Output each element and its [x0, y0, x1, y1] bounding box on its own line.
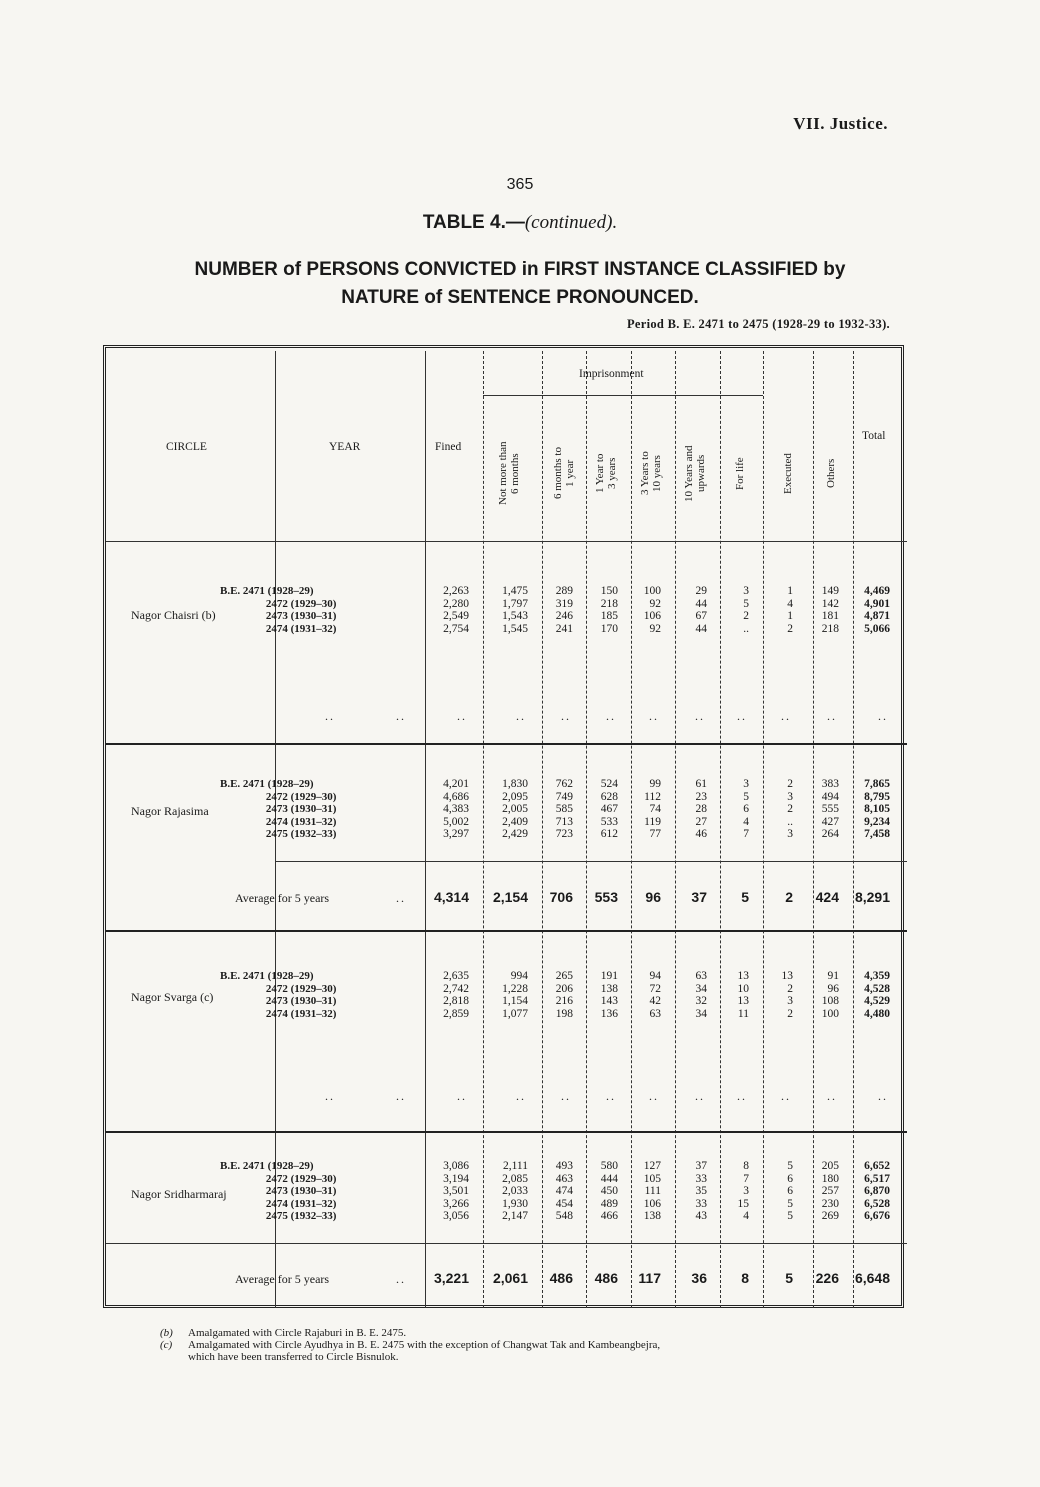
cell-imp-3y10y: 63: [649, 1007, 661, 1020]
cell-imp-3y10y: 72: [649, 982, 661, 995]
cell-others: 264: [821, 828, 839, 840]
cell-imp-6m1y: 265: [555, 970, 573, 982]
circle-name: Nagor Svarga (c): [131, 990, 214, 1004]
cell-others: 269: [821, 1210, 839, 1222]
cell-others: 142: [821, 597, 839, 610]
cell-executed: 5: [787, 1210, 793, 1222]
column-divider: [813, 351, 814, 1308]
cell-fined: 2,280: [443, 597, 469, 610]
cell-imp-6m1y: 463: [555, 1172, 573, 1185]
footnote-mark: (b): [160, 1327, 173, 1339]
cell-total: 5,066: [864, 622, 890, 635]
cell-imp-6m1y: 749: [555, 790, 573, 803]
column-divider: [425, 351, 426, 1308]
placeholder-imp-6m1y: ..: [561, 1089, 571, 1103]
cell-imp-1y3y: 150: [600, 585, 618, 597]
cell-fined: 3,056: [443, 1210, 469, 1222]
cell-total: 6,652: [864, 1160, 890, 1172]
cell-others: 230: [821, 1197, 839, 1210]
cell-imp-lt6m: 2,033: [502, 1185, 528, 1197]
cell-others: 205: [821, 1160, 839, 1172]
placeholder-imp-1y3y: ..: [606, 709, 616, 723]
year-cell: 2475 (1932–33): [265, 1210, 337, 1222]
cell-others: 180: [821, 1172, 839, 1185]
cell-for-life: 10: [737, 982, 749, 995]
section-heading: VII. Justice.: [793, 114, 888, 133]
year-cell: 2473 (1930–31): [265, 803, 337, 815]
cell-fined: 2,742: [443, 982, 469, 995]
cell-imp-lt6m: 1,830: [502, 778, 528, 790]
year-cell: 2472 (1929–30): [265, 597, 337, 610]
column-header-others: Others: [825, 458, 837, 489]
cell-executed: 3: [787, 828, 793, 840]
cell-imp-1y3y: 444: [600, 1172, 618, 1185]
cell-imp-3y10y: 119: [644, 815, 661, 828]
cell-total: 4,359: [864, 970, 890, 982]
cell-imp-1y3y: 580: [600, 1160, 618, 1172]
year-cell: B.E. 2471 (1928–29): [220, 970, 314, 982]
cell-imp-10up: 32: [695, 995, 707, 1007]
cell-executed: 1: [787, 585, 793, 597]
cell-imp-10up: 33: [695, 1197, 707, 1210]
cell-others: 494: [821, 790, 839, 803]
average-imp-6m1y: 486: [549, 1270, 573, 1286]
cell-imp-3y10y: 99: [649, 778, 661, 790]
cell-total: 7,865: [864, 778, 890, 790]
cell-imp-6m1y: 454: [555, 1197, 573, 1210]
cell-for-life: ..: [743, 622, 749, 635]
average-for-life: 8: [741, 1270, 749, 1286]
cell-total: 4,480: [864, 1007, 890, 1020]
cell-imp-1y3y: 136: [600, 1007, 618, 1020]
cell-others: 427: [821, 815, 839, 828]
cell-imp-3y10y: 111: [644, 1185, 661, 1197]
cell-imp-lt6m: 1,475: [502, 585, 528, 597]
cell-total: 4,871: [864, 610, 890, 622]
cell-imp-6m1y: 762: [555, 778, 573, 790]
average-imp-6m1y: 706: [549, 889, 573, 905]
column-header-imp-lt6m: Not more than 6 months: [497, 441, 521, 506]
cell-for-life: 4: [743, 815, 749, 828]
average-fined: 4,314: [433, 889, 469, 905]
cell-imp-3y10y: 100: [643, 585, 661, 597]
year-cell: 2474 (1931–32): [265, 815, 337, 828]
column-header-fined: Fined: [435, 441, 462, 453]
cell-executed: 13: [781, 970, 793, 982]
placeholder-imp-1y3y: ..: [606, 1089, 616, 1103]
column-header-for-life: For life: [734, 457, 746, 490]
cell-executed: 2: [787, 803, 793, 815]
cell-fined: 4,383: [443, 803, 469, 815]
cell-executed: 3: [787, 790, 793, 803]
cell-for-life: 6: [743, 803, 749, 815]
average-executed: 2: [785, 889, 793, 905]
column-divider: [720, 351, 721, 1308]
cell-executed: 2: [787, 1007, 793, 1020]
column-divider: [763, 351, 764, 1308]
column-divider: [586, 351, 587, 1308]
average-total: 6,648: [854, 1270, 890, 1286]
average-total: 8,291: [854, 889, 890, 905]
cell-imp-1y3y: 533: [600, 815, 618, 828]
cell-imp-6m1y: 241: [555, 622, 573, 635]
row-divider: [106, 541, 907, 542]
year-cell: 2475 (1932–33): [265, 828, 337, 840]
cell-imp-1y3y: 450: [600, 1185, 618, 1197]
cell-others: 218: [821, 622, 839, 635]
cell-imp-lt6m: 2,147: [502, 1210, 528, 1222]
column-divider: [542, 351, 543, 1308]
cell-imp-6m1y: 723: [555, 828, 573, 840]
cell-executed: 5: [787, 1160, 793, 1172]
cell-fined: 4,201: [443, 778, 469, 790]
cell-imp-3y10y: 74: [649, 803, 661, 815]
year-cell: 2474 (1931–32): [265, 622, 337, 635]
column-divider: [675, 351, 676, 1308]
average-imp-1y3y: 553: [594, 889, 618, 905]
cell-fined: 3,194: [443, 1172, 469, 1185]
cell-imp-6m1y: 198: [555, 1007, 573, 1020]
cell-total: 8,795: [864, 790, 890, 803]
cell-imp-10up: 33: [695, 1172, 707, 1185]
cell-for-life: 13: [737, 995, 749, 1007]
cell-total: 4,901: [864, 597, 890, 610]
column-header-total: Total: [862, 430, 886, 442]
cell-imp-6m1y: 713: [555, 815, 573, 828]
cell-for-life: 4: [743, 1210, 749, 1222]
row-divider: [106, 930, 907, 932]
cell-imp-10up: 43: [695, 1210, 707, 1222]
leader-dots: ..: [396, 1272, 406, 1286]
row-divider: [106, 743, 907, 745]
cell-for-life: 13: [737, 970, 749, 982]
footnote-text: Amalgamated with Circle Rajaburi in B. E. 2475.: [188, 1327, 407, 1339]
row-divider: [106, 1131, 907, 1133]
year-cell: B.E. 2471 (1928–29): [220, 1160, 314, 1172]
cell-imp-10up: 61: [695, 778, 707, 790]
cell-fined: 3,086: [443, 1160, 469, 1172]
placeholder-fined: ..: [457, 709, 467, 723]
cell-imp-1y3y: 612: [600, 828, 618, 840]
cell-imp-lt6m: 2,095: [502, 790, 528, 803]
column-header-imp-1y3y: 1 Year to 3 years: [594, 453, 618, 494]
cell-imp-3y10y: 94: [649, 970, 661, 982]
cell-for-life: 5: [743, 790, 749, 803]
cell-executed: 2: [787, 982, 793, 995]
cell-imp-3y10y: 92: [649, 622, 661, 635]
cell-executed: 2: [787, 622, 793, 635]
cell-others: 100: [821, 1007, 839, 1020]
average-imp-1y3y: 486: [594, 1270, 618, 1286]
cell-imp-3y10y: 112: [644, 790, 661, 803]
cell-total: 7,458: [864, 828, 890, 840]
placeholder-imp-3y10y: ..: [649, 1089, 659, 1103]
cell-imp-1y3y: 466: [600, 1210, 618, 1222]
placeholder-total: ..: [878, 1089, 888, 1103]
cell-imp-6m1y: 474: [555, 1185, 573, 1197]
cell-imp-lt6m: 994: [510, 970, 528, 982]
statistics-table: [103, 345, 904, 1308]
cell-fined: 5,002: [443, 815, 469, 828]
table-continued: (continued).: [524, 212, 618, 233]
cell-imp-6m1y: 289: [555, 585, 573, 597]
year-cell: 2474 (1931–32): [265, 1007, 337, 1020]
cell-imp-lt6m: 2,429: [502, 828, 528, 840]
cell-imp-1y3y: 467: [600, 803, 618, 815]
cell-fined: 3,297: [443, 828, 469, 840]
circle-name: Nagor Chaisri (b): [131, 608, 216, 622]
average-for-life: 5: [741, 889, 749, 905]
cell-imp-1y3y: 218: [600, 597, 618, 610]
cell-imp-lt6m: 2,409: [502, 815, 528, 828]
cell-others: 181: [821, 610, 839, 622]
cell-for-life: 2: [743, 610, 749, 622]
year-cell: B.E. 2471 (1928–29): [220, 585, 314, 597]
cell-others: 96: [827, 982, 839, 995]
cell-imp-1y3y: 524: [600, 778, 618, 790]
placeholder-imp-10up: ..: [695, 1089, 705, 1103]
cell-fined: 2,859: [443, 1007, 469, 1020]
placeholder-executed: ..: [781, 709, 791, 723]
footnote-mark: (c): [160, 1339, 173, 1351]
average-imp-10up: 37: [691, 889, 707, 905]
cell-total: 6,517: [864, 1172, 890, 1185]
row-divider: [275, 861, 907, 862]
average-executed: 5: [785, 1270, 793, 1286]
leader-dots: ..: [396, 891, 406, 905]
cell-others: 91: [827, 970, 839, 982]
cell-imp-6m1y: 319: [555, 597, 573, 610]
cell-imp-lt6m: 2,005: [502, 803, 528, 815]
cell-imp-10up: 37: [695, 1160, 707, 1172]
cell-imp-1y3y: 138: [600, 982, 618, 995]
cell-imp-lt6m: 1,797: [502, 597, 528, 610]
placeholder-total: ..: [878, 709, 888, 723]
column-header-imp-3y10y: 3 Years to 10 years: [639, 451, 663, 496]
column-header-imprisonment: Imprisonment: [579, 368, 644, 380]
cell-fined: 3,501: [443, 1185, 469, 1197]
period-caption: Period B. E. 2471 to 2475 (1928-29 to 1932-33).: [626, 317, 890, 331]
placeholder-year: ..: [325, 709, 335, 723]
cell-imp-10up: 44: [695, 622, 707, 635]
table-heading-line-1: NUMBER of PERSONS CONVICTED in FIRST INSTANCE CLASSIFIED by: [194, 259, 846, 280]
cell-imp-10up: 46: [695, 828, 707, 840]
year-cell: 2473 (1930–31): [265, 610, 337, 622]
cell-imp-1y3y: 170: [600, 622, 618, 635]
placeholder-for-life: ..: [737, 709, 747, 723]
cell-imp-1y3y: 191: [600, 970, 618, 982]
cell-fined: 3,266: [443, 1197, 469, 1210]
cell-imp-6m1y: 246: [555, 610, 573, 622]
cell-total: 8,105: [864, 803, 890, 815]
cell-others: 257: [821, 1185, 839, 1197]
placeholder-year: ..: [325, 1089, 335, 1103]
average-imp-3y10y: 96: [645, 889, 661, 905]
cell-imp-lt6m: 2,111: [502, 1160, 528, 1172]
cell-total: 6,870: [864, 1185, 890, 1197]
cell-for-life: 7: [743, 828, 749, 840]
placeholder-others: ..: [827, 709, 837, 723]
cell-fined: 2,754: [443, 622, 469, 635]
column-header-imp-10up: 10 Years and upwards: [683, 445, 707, 502]
cell-imp-6m1y: 493: [555, 1160, 573, 1172]
cell-imp-10up: 23: [695, 790, 707, 803]
year-cell: 2473 (1930–31): [265, 1185, 337, 1197]
year-cell: B.E. 2471 (1928–29): [220, 778, 314, 790]
cell-imp-lt6m: 2,085: [502, 1172, 528, 1185]
cell-executed: 1: [787, 610, 793, 622]
cell-imp-lt6m: 1,077: [502, 1007, 528, 1020]
year-cell: 2472 (1929–30): [265, 982, 337, 995]
cell-total: 6,676: [864, 1210, 890, 1222]
cell-imp-6m1y: 216: [555, 995, 573, 1007]
cell-for-life: 7: [743, 1172, 749, 1185]
placeholder-for-life: ..: [737, 1089, 747, 1103]
cell-imp-3y10y: 106: [643, 610, 661, 622]
table-number: TABLE 4.—: [422, 212, 525, 233]
cell-executed: 2: [787, 778, 793, 790]
year-cell: 2474 (1931–32): [265, 1197, 337, 1210]
cell-imp-10up: 63: [695, 970, 707, 982]
cell-fined: 2,549: [443, 610, 469, 622]
cell-imp-lt6m: 1,543: [502, 610, 528, 622]
cell-total: 4,529: [864, 995, 890, 1007]
average-imp-3y10y: 117: [638, 1270, 661, 1286]
cell-imp-lt6m: 1,154: [502, 995, 528, 1007]
cell-others: 555: [821, 803, 839, 815]
table-heading: [120, 256, 920, 312]
cell-imp-10up: 27: [695, 815, 707, 828]
cell-executed: 3: [787, 995, 793, 1007]
placeholder-imp-10up: ..: [695, 709, 705, 723]
cell-executed: 6: [787, 1172, 793, 1185]
table-label: [0, 212, 1040, 234]
placeholder-imp-lt6m: ..: [516, 709, 526, 723]
circle-name: Nagor Rajasima: [131, 804, 209, 818]
footnote-b: [160, 1327, 660, 1339]
cell-imp-10up: 34: [695, 982, 707, 995]
column-divider: [483, 351, 484, 1308]
cell-imp-3y10y: 92: [649, 597, 661, 610]
cell-executed: ..: [787, 815, 793, 828]
cell-for-life: 5: [743, 597, 749, 610]
placeholder-executed: ..: [781, 1089, 791, 1103]
cell-imp-3y10y: 42: [649, 995, 661, 1007]
placeholder-imp-lt6m: ..: [516, 1089, 526, 1103]
column-header-imp-6m1y: 6 months to 1 year: [552, 447, 576, 500]
footnote-c: [160, 1339, 660, 1351]
placeholder-others: ..: [827, 1089, 837, 1103]
cell-imp-10up: 44: [695, 597, 707, 610]
cell-imp-1y3y: 489: [600, 1197, 618, 1210]
cell-total: 4,469: [864, 585, 890, 597]
year-cell: 2472 (1929–30): [265, 790, 337, 803]
footnote-text: Amalgamated with Circle Ayudhya in B. E. 2475 with the exception of Changwat Tak and Kambeangbejra,: [188, 1339, 661, 1351]
cell-fined: 4,686: [443, 790, 469, 803]
cell-imp-3y10y: 106: [643, 1197, 661, 1210]
cell-for-life: 3: [743, 1185, 749, 1197]
cell-for-life: 15: [737, 1197, 749, 1210]
cell-imp-lt6m: 1,228: [502, 982, 528, 995]
imprisonment-rule: [483, 395, 763, 396]
cell-for-life: 8: [743, 1160, 749, 1172]
placeholder-imp-3y10y: ..: [649, 709, 659, 723]
average-label: Average for 5 years: [235, 891, 330, 905]
average-others: 424: [815, 889, 839, 905]
cell-others: 108: [821, 995, 839, 1007]
cell-executed: 5: [787, 1197, 793, 1210]
footnotes: [160, 1327, 660, 1363]
cell-imp-lt6m: 1,930: [502, 1197, 528, 1210]
average-imp-10up: 36: [691, 1270, 707, 1286]
cell-executed: 6: [787, 1185, 793, 1197]
cell-imp-10up: 28: [695, 803, 707, 815]
column-header-circle: CIRCLE: [166, 441, 207, 453]
placeholder-year: ..: [396, 709, 406, 723]
cell-total: 4,528: [864, 982, 890, 995]
column-divider: [631, 351, 632, 1308]
cell-imp-1y3y: 185: [600, 610, 618, 622]
cell-others: 149: [821, 585, 839, 597]
circle-name: Nagor Sridharmaraj: [131, 1187, 227, 1201]
average-imp-lt6m: 2,154: [492, 889, 528, 905]
cell-imp-1y3y: 143: [600, 995, 618, 1007]
average-others: 226: [815, 1270, 839, 1286]
cell-total: 6,528: [864, 1197, 890, 1210]
cell-others: 383: [821, 778, 839, 790]
table-heading-line-2: NATURE of SENTENCE PRONOUNCED.: [341, 287, 699, 308]
cell-total: 9,234: [864, 815, 890, 828]
cell-imp-10up: 29: [695, 585, 707, 597]
footnote-text: which have been transferred to Circle Bisnulok.: [188, 1351, 399, 1363]
cell-for-life: 11: [737, 1007, 749, 1020]
cell-imp-3y10y: 77: [649, 828, 661, 840]
footnote-c-continued: [160, 1351, 660, 1363]
year-cell: 2472 (1929–30): [265, 1172, 337, 1185]
cell-fined: 2,263: [443, 585, 469, 597]
row-divider: [106, 1243, 907, 1244]
cell-imp-6m1y: 548: [555, 1210, 573, 1222]
cell-imp-3y10y: 138: [643, 1210, 661, 1222]
cell-imp-10up: 67: [695, 610, 707, 622]
average-imp-lt6m: 2,061: [492, 1270, 528, 1286]
cell-fined: 2,818: [443, 995, 469, 1007]
cell-imp-6m1y: 206: [555, 982, 573, 995]
cell-imp-1y3y: 628: [600, 790, 618, 803]
placeholder-year: ..: [396, 1089, 406, 1103]
cell-imp-3y10y: 127: [643, 1160, 661, 1172]
column-header-year: YEAR: [329, 441, 361, 453]
cell-executed: 4: [787, 597, 793, 610]
cell-fined: 2,635: [443, 970, 469, 982]
average-fined: 3,221: [433, 1270, 469, 1286]
cell-imp-6m1y: 585: [555, 803, 573, 815]
cell-imp-3y10y: 105: [643, 1172, 661, 1185]
column-divider: [853, 351, 854, 1308]
cell-imp-10up: 35: [695, 1185, 707, 1197]
year-cell: 2473 (1930–31): [265, 995, 337, 1007]
column-header-executed: Executed: [782, 453, 794, 494]
cell-imp-lt6m: 1,545: [502, 622, 528, 635]
cell-for-life: 3: [743, 778, 749, 790]
cell-for-life: 3: [743, 585, 749, 597]
placeholder-imp-6m1y: ..: [561, 709, 571, 723]
placeholder-fined: ..: [457, 1089, 467, 1103]
average-label: Average for 5 years: [235, 1272, 330, 1286]
cell-imp-10up: 34: [695, 1007, 707, 1020]
page-number: 365: [506, 176, 534, 193]
